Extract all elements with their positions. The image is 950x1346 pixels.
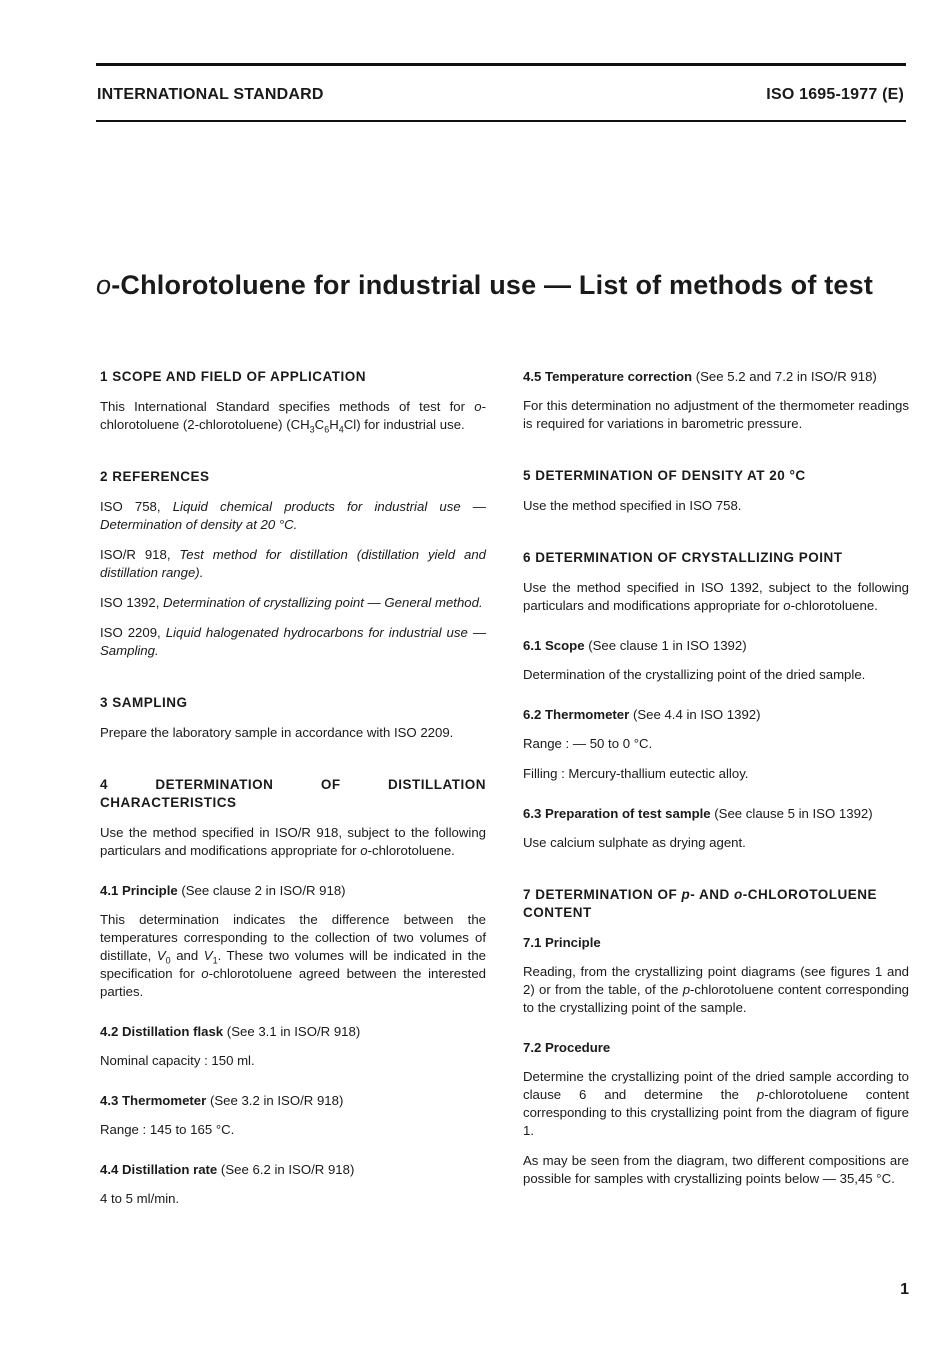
page-number: 1 [900, 1281, 909, 1298]
section-4-5-text: For this determination no adjustment of the thermometer readings is required for variations in barometric pressure. [523, 398, 909, 431]
section-3-heading: 3 SAMPLING [100, 695, 188, 710]
section-7-1-heading: 7.1 Principle [523, 935, 601, 950]
top-rule [96, 63, 906, 66]
reference-iso-1392: ISO 1392, Determination of crystallizing point — General method. [100, 595, 483, 610]
reference-iso-2209: ISO 2209, Liquid halogenated hydrocarbons for industrial use — Sampling. [100, 625, 487, 658]
section-7-2-note: As may be seen from the diagram, two different compositions are possible for samples with crystallizing points below — 35,45 °C. [523, 1153, 909, 1186]
section-5-heading: 5 DETERMINATION OF DENSITY AT 20 °C [523, 468, 806, 483]
header-document-number: ISO 1695-1977 (E) [766, 86, 904, 103]
section-7-1-text: Reading, from the crystallizing point diagrams (see figures 1 and 2) or from the table, of the p-chlorotoluene content corresponding to the crystallizing point of the sample. [523, 964, 909, 1015]
section-1-heading: 1 SCOPE AND FIELD OF APPLICATION [100, 369, 367, 384]
section-4-text: Use the method specified in ISO/R 918, subject to the following particulars and modifications appropriate for o-chlorotoluene. [100, 825, 486, 858]
section-4-3-text: Range : 145 to 165 °C. [100, 1122, 235, 1137]
section-6-heading: 6 DETERMINATION OF CRYSTALLIZING POINT [523, 550, 843, 565]
left-column [100, 368, 486, 1220]
section-4-4-text: 4 to 5 ml/min. [100, 1191, 180, 1206]
section-6-text: Use the method specified in ISO 1392, subject to the following particulars and modifications appropriate for o-chlorotoluene. [523, 580, 909, 613]
section-7-heading: 7 DETERMINATION OF p- AND o-CHLOROTOLUENE CONTENT [523, 887, 878, 920]
section-6-2-filling: Filling : Mercury-thallium eutectic alloy. [523, 766, 749, 781]
section-6-3-text: Use calcium sulphate as drying agent. [523, 835, 746, 850]
section-5-text: Use the method specified in ISO 758. [523, 498, 742, 513]
section-4-4-heading: 4.4 Distillation rate (See 6.2 in ISO/R 918) [100, 1162, 355, 1177]
header-rule [96, 120, 906, 122]
document-title: o-Chlorotoluene for industrial use — List of methods of test [96, 270, 874, 300]
section-4-3-heading: 4.3 Thermometer (See 3.2 in ISO/R 918) [100, 1093, 344, 1108]
reference-iso-758: ISO 758, Liquid chemical products for industrial use — Determination of density at 20 °C. [100, 499, 486, 532]
section-6-1-text: Determination of the crystallizing point of the dried sample. [523, 667, 866, 682]
reference-iso-r-918: ISO/R 918, Test method for distillation (distillation yield and distillation range). [100, 547, 486, 580]
right-column [523, 368, 909, 1200]
header-standard-label: INTERNATIONAL STANDARD [97, 86, 324, 103]
section-4-5-heading: 4.5 Temperature correction (See 5.2 and 7.2 in ISO/R 918) [523, 369, 877, 384]
section-6-3-heading: 6.3 Preparation of test sample (See clause 5 in ISO 1392) [523, 806, 873, 821]
section-2-heading: 2 REFERENCES [100, 469, 210, 484]
section-4-2-text: Nominal capacity : 150 ml. [100, 1053, 255, 1068]
section-1-text: This International Standard specifies methods of test for o-chlorotoluene (2-chlorotoluene) $(CH_3C_6H_4Cl)$ for industrial use. [100, 399, 486, 435]
section-6-2-range: Range : — 50 to 0 °C. [523, 736, 653, 751]
section-3-text: Prepare the laboratory sample in accordance with ISO 2209. [100, 725, 454, 740]
section-4-2-heading: 4.2 Distillation flask (See 3.1 in ISO/R 918) [100, 1024, 361, 1039]
section-4-heading: 4 DETERMINATION OF DISTILLATION CHARACTERISTICS [100, 777, 486, 810]
section-7-2-text: Determine the crystallizing point of the dried sample according to clause 6 and determine the p-chlorotoluene content corresponding to this crystallizing point from the diagram of figure 1. [523, 1069, 909, 1138]
section-6-1-heading: 6.1 Scope (See clause 1 in ISO 1392) [523, 638, 747, 653]
section-4-1-text: This determination indicates the difference between the temperatures corresponding to the collection of two volumes of distillate, $V_0$ and $V_1$. These two volumes will be indicated in the specification for o-chlorotoluene agreed between the interested parties. [100, 912, 486, 999]
section-6-2-heading: 6.2 Thermometer (See 4.4 in ISO 1392) [523, 707, 761, 722]
section-4-1-heading: 4.1 Principle (See clause 2 in ISO/R 918) [100, 883, 346, 898]
section-7-2-heading: 7.2 Procedure [523, 1040, 611, 1055]
